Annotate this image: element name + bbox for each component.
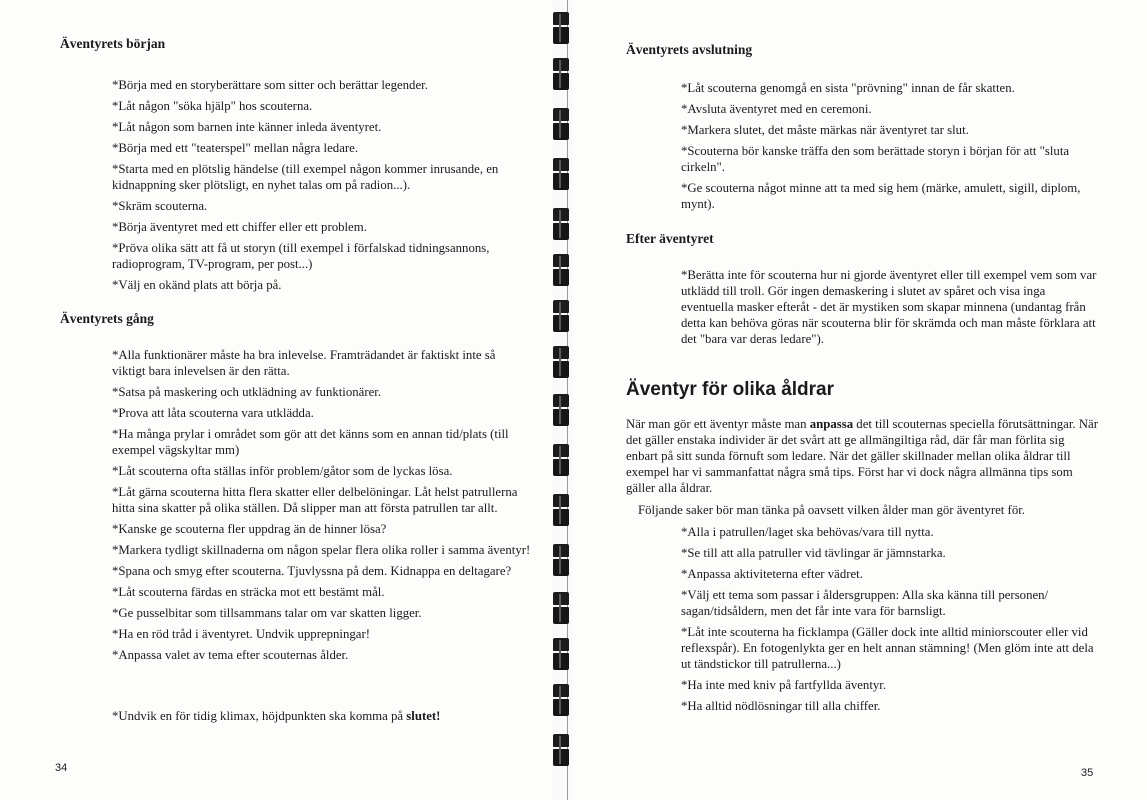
list-aventyr-for-olika-aldrar — [681, 524, 1101, 719]
list-item: *Välj ett tema som passar i åldersgruppen: Alla ska känna till personen/ sagan/tidsåldern, men det får inte vara för barnsligt. — [681, 588, 1049, 618]
binding-ring — [553, 254, 569, 286]
list-item: *Satsa på maskering och utklädning av funktionärer. — [112, 385, 382, 399]
followup-paragraph: Följande saker bör man tänka på oavsett vilken ålder man gör äventyret för. — [638, 503, 1025, 517]
heading-aventyrets-borjan: Äventyrets början — [60, 36, 166, 51]
list-item: *Se till att alla patruller vid tävlingar är jämnstarka. — [681, 546, 946, 560]
list-item: *Ge scouterna något minne att ta med sig hem (märke, amulett, sigill, diplom, mynt). — [681, 181, 1081, 211]
list-item: *Börja med ett "teaterspel" mellan några ledare. — [112, 141, 359, 155]
intro-text-1: När man gör ett äventyr måste man — [626, 417, 810, 431]
list-item: *Prova att låta scouterna vara utklädda. — [112, 406, 314, 420]
list-item: *Börja äventyret med ett chiffer eller ett problem. — [112, 220, 367, 234]
list-item: *Ge pusselbitar som tillsammans talar om var skatten ligger. — [112, 606, 422, 620]
heading-efter-aventyret: Efter äventyret — [626, 231, 714, 246]
binding-ring — [553, 544, 569, 576]
list-item: *Starta med en plötslig händelse (till exempel någon kommer inrusande, en kidnappning sker plötsligt, en nyhet talas om på radion...). — [112, 162, 499, 192]
list-aventyrets-avslutning — [681, 80, 1101, 217]
list-item: *Låt någon som barnen inte känner inleda äventyret. — [112, 120, 382, 134]
heading-aventyrets-avslutning: Äventyrets avslutning — [626, 42, 753, 57]
binding-ring — [553, 346, 569, 378]
list-item: *Pröva olika sätt att få ut storyn (till exempel i förfalskad tidningsannons, radioprogram, TV-program, per post...) — [112, 241, 490, 271]
list-item: *Spana och smyg efter scouterna. Tjuvlyssna på dem. Kidnappa en deltagare? — [112, 564, 512, 578]
list-item: *Skräm scouterna. — [112, 199, 208, 213]
list-item: *Låt inte scouterna ha ficklampa (Gäller dock inte alltid miniorscouter eller vid reflexspår). En fotogenlykta ger en helt annan stämning! (Men glöm inte att dela ut tändstickor till patrullerna...) — [681, 625, 1094, 671]
list-aventyrets-gang — [112, 347, 532, 668]
list-item: *Låt någon "söka hjälp" hos scouterna. — [112, 99, 313, 113]
binding-ring — [553, 108, 569, 140]
list-item: *Låt scouterna ofta ställas inför problem/gåtor som de lyckas lösa. — [112, 464, 453, 478]
list-item: *Välj en okänd plats att börja på. — [112, 278, 282, 292]
list-item: *Markera slutet, det måste märkas när äventyret tar slut. — [681, 123, 969, 137]
list-item: *Anpassa valet av tema efter scouternas ålder. — [112, 648, 349, 662]
binding-ring — [553, 12, 569, 44]
list-item: *Anpassa aktiviteterna efter vädret. — [681, 567, 863, 581]
list-item: *Scouterna bör kanske träffa den som berättade storyn i början för att "sluta cirkeln". — [681, 144, 1070, 174]
list-aventyrets-borjan — [112, 77, 530, 298]
intro-text-2: det till scouternas speciella förutsättningar. När det gäller enstaka individer är det svårt att ge allmängiltiga råd, där får man förlita sig enbart på sitt sunda förnuft som ledare. När det gäller skillnader mellan olika åldrar till exempel har vi sammanfattat några små tips. Först har vi dock några allmänna tips som gäller alla åldrar. — [626, 417, 1098, 495]
list-item: *Börja med en storyberättare som sitter och berättar legender. — [112, 78, 428, 92]
binding-ring — [553, 684, 569, 716]
intro-paragraph — [626, 416, 1099, 496]
right-page — [573, 0, 1147, 800]
binding-ring — [553, 592, 569, 624]
binding-ring — [553, 494, 569, 526]
page-number-left: 34 — [55, 762, 68, 774]
list-item-last — [112, 708, 532, 724]
list-item: *Alla i patrullen/laget ska behövas/vara till nytta. — [681, 525, 934, 539]
last-item-bold: slutet! — [406, 709, 441, 723]
list-item: *Avsluta äventyret med en ceremoni. — [681, 102, 872, 116]
intro-bold: anpassa — [809, 417, 854, 431]
list-item: *Ha en röd tråd i äventyret. Undvik upprepningar! — [112, 627, 370, 641]
binding-ring — [553, 638, 569, 670]
page-number-right: 35 — [1081, 767, 1094, 779]
list-item: *Ha inte med kniv på fartfyllda äventyr. — [681, 678, 887, 692]
binding-ring — [553, 158, 569, 190]
efter-aventyret-text: *Berätta inte för scouterna hur ni gjorde äventyret eller till exempel vem som var utklädd till troll. Gör ingen demaskering i slutet av spåret och visa inga eventuella masker efteråt - det är mystiken som skapar minnena (undantag från detta kan behöva göras när scouterna blir för skrämda och man måste förklara att det "bara var deras ledare"). — [681, 268, 1097, 346]
list-item: *Kanske ge scouterna fler uppdrag än de hinner lösa? — [112, 522, 387, 536]
list-item: *Alla funktionärer måste ha bra inlevelse. Framträdandet är faktiskt inte så viktigt bara inlevelsen är den rätta. — [112, 348, 496, 378]
left-page — [0, 0, 555, 800]
heading-aventyr-for-olika-aldrar: Äventyr för olika åldrar — [626, 379, 835, 400]
binding-ring — [553, 58, 569, 90]
list-item: *Låt scouterna genomgå en sista "prövning" innan de får skatten. — [681, 81, 1015, 95]
binding-ring — [553, 734, 569, 766]
list-item: *Låt gärna scouterna hitta flera skatter eller delbelöningar. Låt helst patrullerna hitta sina skatter på olika ställen. Då slipper man att första patrullen tar allt. — [112, 485, 518, 515]
binding-ring — [553, 300, 569, 332]
list-item: *Ha alltid nödlösningar till alla chiffer. — [681, 699, 881, 713]
list-item: *Låt scouterna färdas en sträcka mot ett bestämt mål. — [112, 585, 385, 599]
binding-ring — [553, 394, 569, 426]
binding-ring — [553, 444, 569, 476]
last-item-text: *Undvik en för tidig klimax, höjdpunkten ska komma på — [112, 709, 407, 723]
list-item: *Markera tydligt skillnaderna om någon spelar flera olika roller i samma äventyr! — [112, 543, 531, 557]
list-item: *Ha många prylar i området som gör att det känns som en annan tid/plats (till exempel vägskyltar mm) — [112, 427, 509, 457]
binding-ring — [553, 208, 569, 240]
heading-aventyrets-gang: Äventyrets gång — [60, 311, 154, 326]
